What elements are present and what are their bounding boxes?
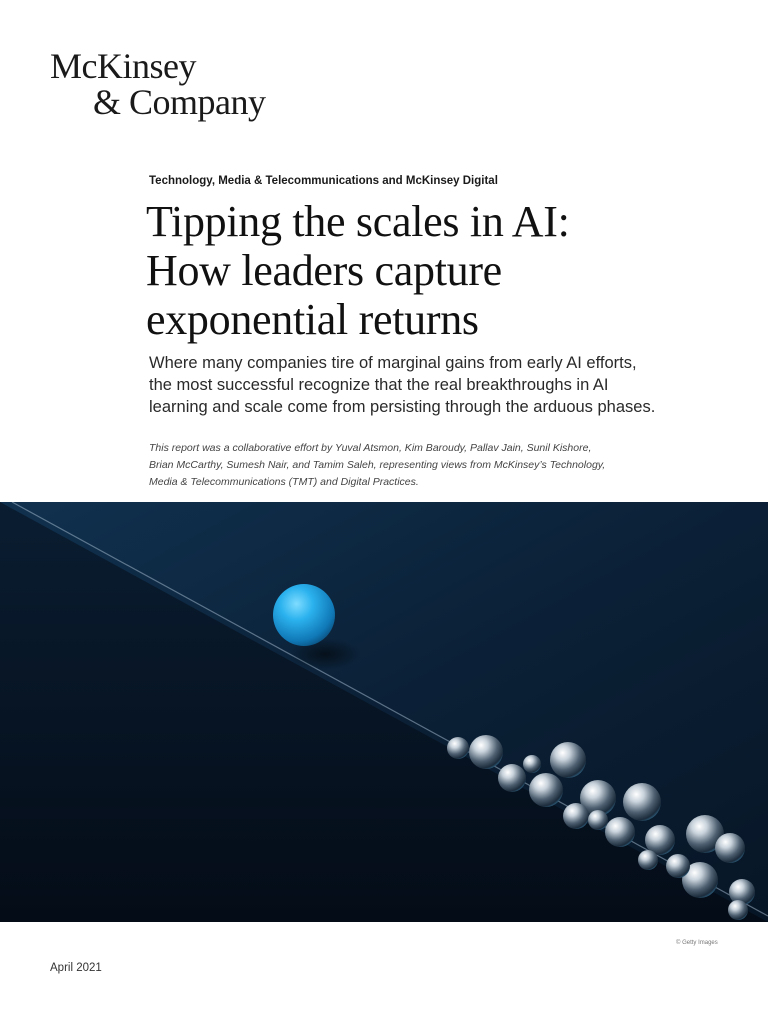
silver-sphere xyxy=(666,854,690,878)
silver-sphere xyxy=(498,764,526,792)
deck-line: learning and scale come from persisting through the arduous phases. xyxy=(149,398,656,416)
mckinsey-logo xyxy=(50,48,266,120)
authors-note xyxy=(149,440,749,491)
title-line: exponential returns xyxy=(146,295,479,344)
practice-category: Technology, Media & Telecommunications and McKinsey Digital xyxy=(149,175,498,187)
publication-date: April 2021 xyxy=(50,962,102,974)
silver-sphere xyxy=(550,742,586,778)
silver-sphere xyxy=(469,735,503,769)
silver-sphere xyxy=(588,810,608,830)
title-line: How leaders capture xyxy=(146,246,502,295)
authors-note-line: This report was a collaborative effort by Yuval Atsmon, Kim Baroudy, Pallav Jain, Sunil Kishore, xyxy=(149,442,592,454)
deck-line: Where many companies tire of marginal gains from early AI efforts, xyxy=(149,354,637,372)
photo-credit: © Getty Images xyxy=(676,940,718,946)
authors-note-line: Media & Telecommunications (TMT) and Digital Practices. xyxy=(149,476,419,488)
silver-sphere xyxy=(529,773,563,807)
silver-sphere xyxy=(728,900,748,920)
authors-note-line: Brian McCarthy, Sumesh Nair, and Tamim Saleh, representing views from McKinsey’s Technology, xyxy=(149,459,606,471)
silver-sphere xyxy=(715,833,745,863)
deck-line: the most successful recognize that the real breakthroughs in AI xyxy=(149,376,609,394)
silver-sphere xyxy=(605,817,635,847)
silver-sphere xyxy=(563,803,589,829)
hero-image xyxy=(0,502,768,922)
silver-sphere xyxy=(523,755,541,773)
report-title xyxy=(146,197,746,344)
title-line: Tipping the scales in AI: xyxy=(146,197,570,246)
silver-sphere xyxy=(447,737,469,759)
logo-line-company: & Company xyxy=(93,82,266,122)
report-deck xyxy=(149,352,749,418)
silver-sphere xyxy=(638,850,658,870)
silver-sphere xyxy=(623,783,661,821)
logo-line-mckinsey: McKinsey xyxy=(50,46,196,86)
